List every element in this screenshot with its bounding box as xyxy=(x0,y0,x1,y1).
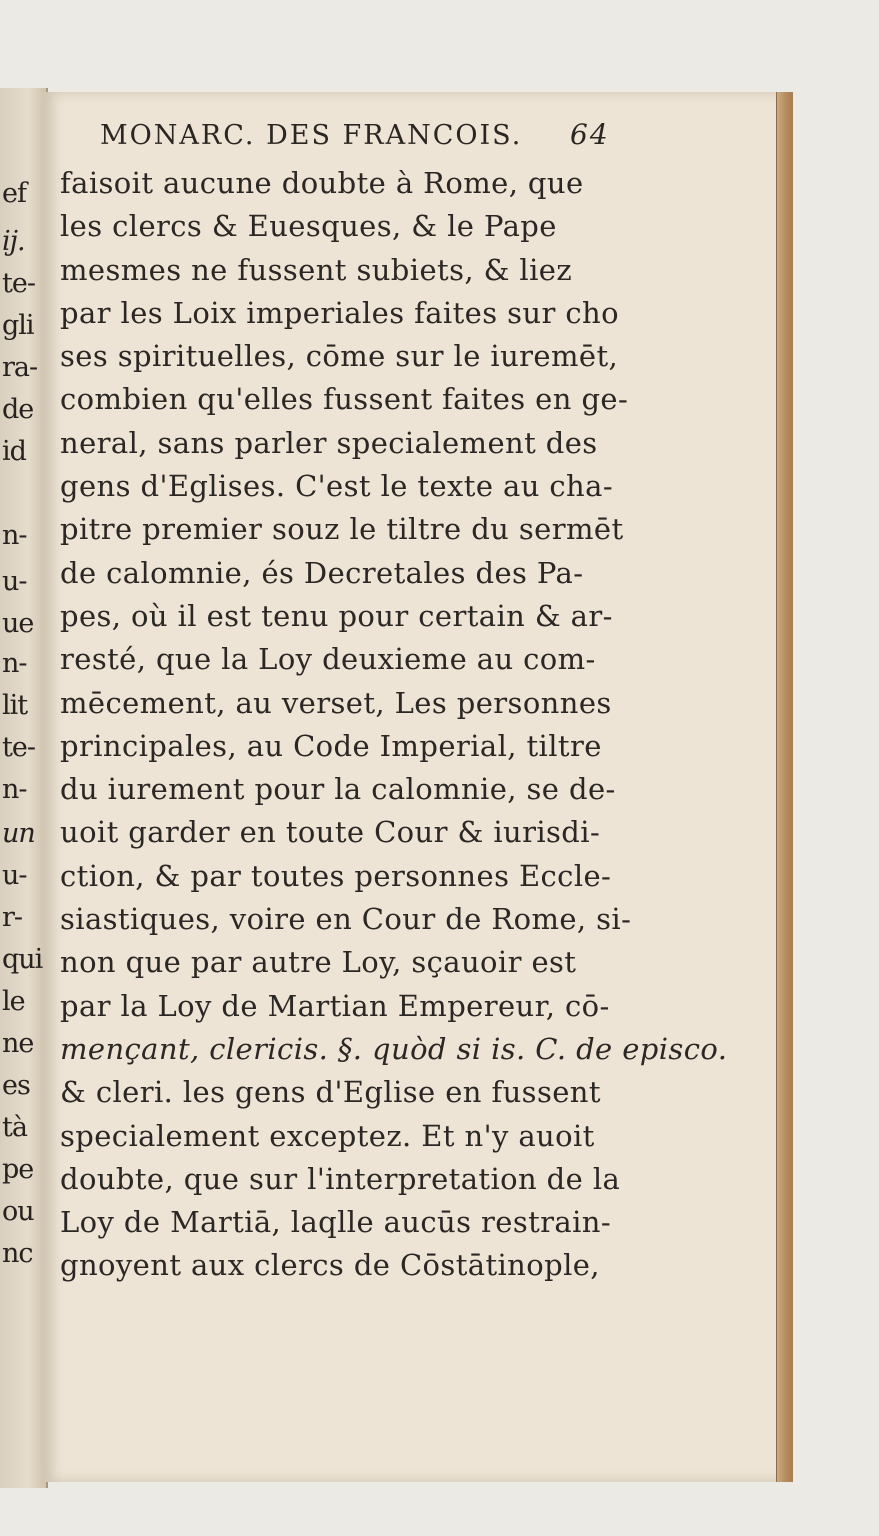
left-fragment: ef xyxy=(2,178,26,209)
text-line: non que par autre Loy, sçauoir est xyxy=(60,945,577,980)
text-line: neral, sans parler specialement des xyxy=(60,425,598,460)
text-line: Loy de Martiā, laqlle aucūs restrain- xyxy=(60,1205,612,1240)
left-fragment: de xyxy=(2,394,34,425)
left-fragment: ij. xyxy=(2,226,25,257)
text-line: principales, au Code Imperial, tiltre xyxy=(60,728,602,763)
text-line: combien qu'elles fussent faites en ge- xyxy=(60,382,629,417)
text-line: du iurement pour la calomnie, se de- xyxy=(60,772,616,807)
left-fragment: gli xyxy=(2,310,34,341)
left-fragment: n- xyxy=(2,774,27,805)
left-fragment: ue xyxy=(2,608,34,639)
text-line: ction, & par toutes personnes Eccle- xyxy=(60,858,612,893)
left-fragment: id xyxy=(2,436,26,467)
left-fragment: r- xyxy=(2,902,23,933)
running-title: MONARC. DES FRANCOIS. xyxy=(100,120,523,151)
left-page-edge xyxy=(0,88,48,1488)
text-line: gnoyent aux clercs de Cōstātinople, xyxy=(60,1248,600,1283)
left-fragment: ra- xyxy=(2,352,38,383)
text-line: gens d'Eglises. C'est le texte au cha- xyxy=(60,469,614,504)
left-fragment: n- xyxy=(2,648,27,679)
text-line: mēcement, au verset, Les personnes xyxy=(60,685,612,720)
left-fragment: un xyxy=(2,818,35,849)
left-fragment: tà xyxy=(2,1112,27,1143)
folio-number: 64 xyxy=(570,118,610,151)
left-fragment: n- xyxy=(2,520,27,551)
text-line: specialement exceptez. Et n'y auoit xyxy=(60,1118,595,1153)
left-fragment: u- xyxy=(2,860,27,891)
text-line: pes, où il est tenu pour certain & ar- xyxy=(60,598,613,633)
left-fragment: qui xyxy=(2,944,43,975)
page-edge xyxy=(776,92,793,1482)
left-fragment: le xyxy=(2,986,25,1017)
left-fragment: nc xyxy=(2,1238,33,1269)
body-text xyxy=(60,162,728,1288)
left-fragment: te- xyxy=(2,732,35,763)
left-fragment: ne xyxy=(2,1028,34,1059)
left-fragment: u- xyxy=(2,566,27,597)
text-line: ses spirituelles, cōme sur le iuremēt, xyxy=(60,339,619,374)
left-fragment: ou xyxy=(2,1196,34,1227)
text-line: uoit garder en toute Cour & iurisdi- xyxy=(60,815,601,850)
left-fragment: te- xyxy=(2,268,35,299)
text-line: & cleri. les gens d'Eglise en fussent xyxy=(60,1075,601,1110)
text-line: les clercs & Euesques, & le Pape xyxy=(60,209,557,244)
text-line: faisoit aucune doubte à Rome, que xyxy=(60,166,584,200)
text-line: siastiques, voire en Cour de Rome, si- xyxy=(60,902,632,937)
text-line: par la Loy de Martian Empereur, cō- xyxy=(60,988,610,1023)
text-line: resté, que la Loy deuxieme au com- xyxy=(60,642,596,677)
left-fragment: pe xyxy=(2,1154,34,1185)
text-line: pitre premier souz le tiltre du sermēt xyxy=(60,512,624,547)
text-line: mençant, clericis. §. quòd si is. C. de episco. xyxy=(60,1031,728,1066)
text-line: doubte, que sur l'interpretation de la xyxy=(60,1161,621,1196)
text-line: de calomnie, és Decretales des Pa- xyxy=(60,555,584,590)
left-fragment: es xyxy=(2,1070,30,1101)
text-line: par les Loix imperiales faites sur cho xyxy=(60,295,619,330)
running-header xyxy=(100,112,610,156)
text-line: mesmes ne fussent subiets, & liez xyxy=(60,252,573,287)
left-fragment: lit xyxy=(2,690,28,721)
